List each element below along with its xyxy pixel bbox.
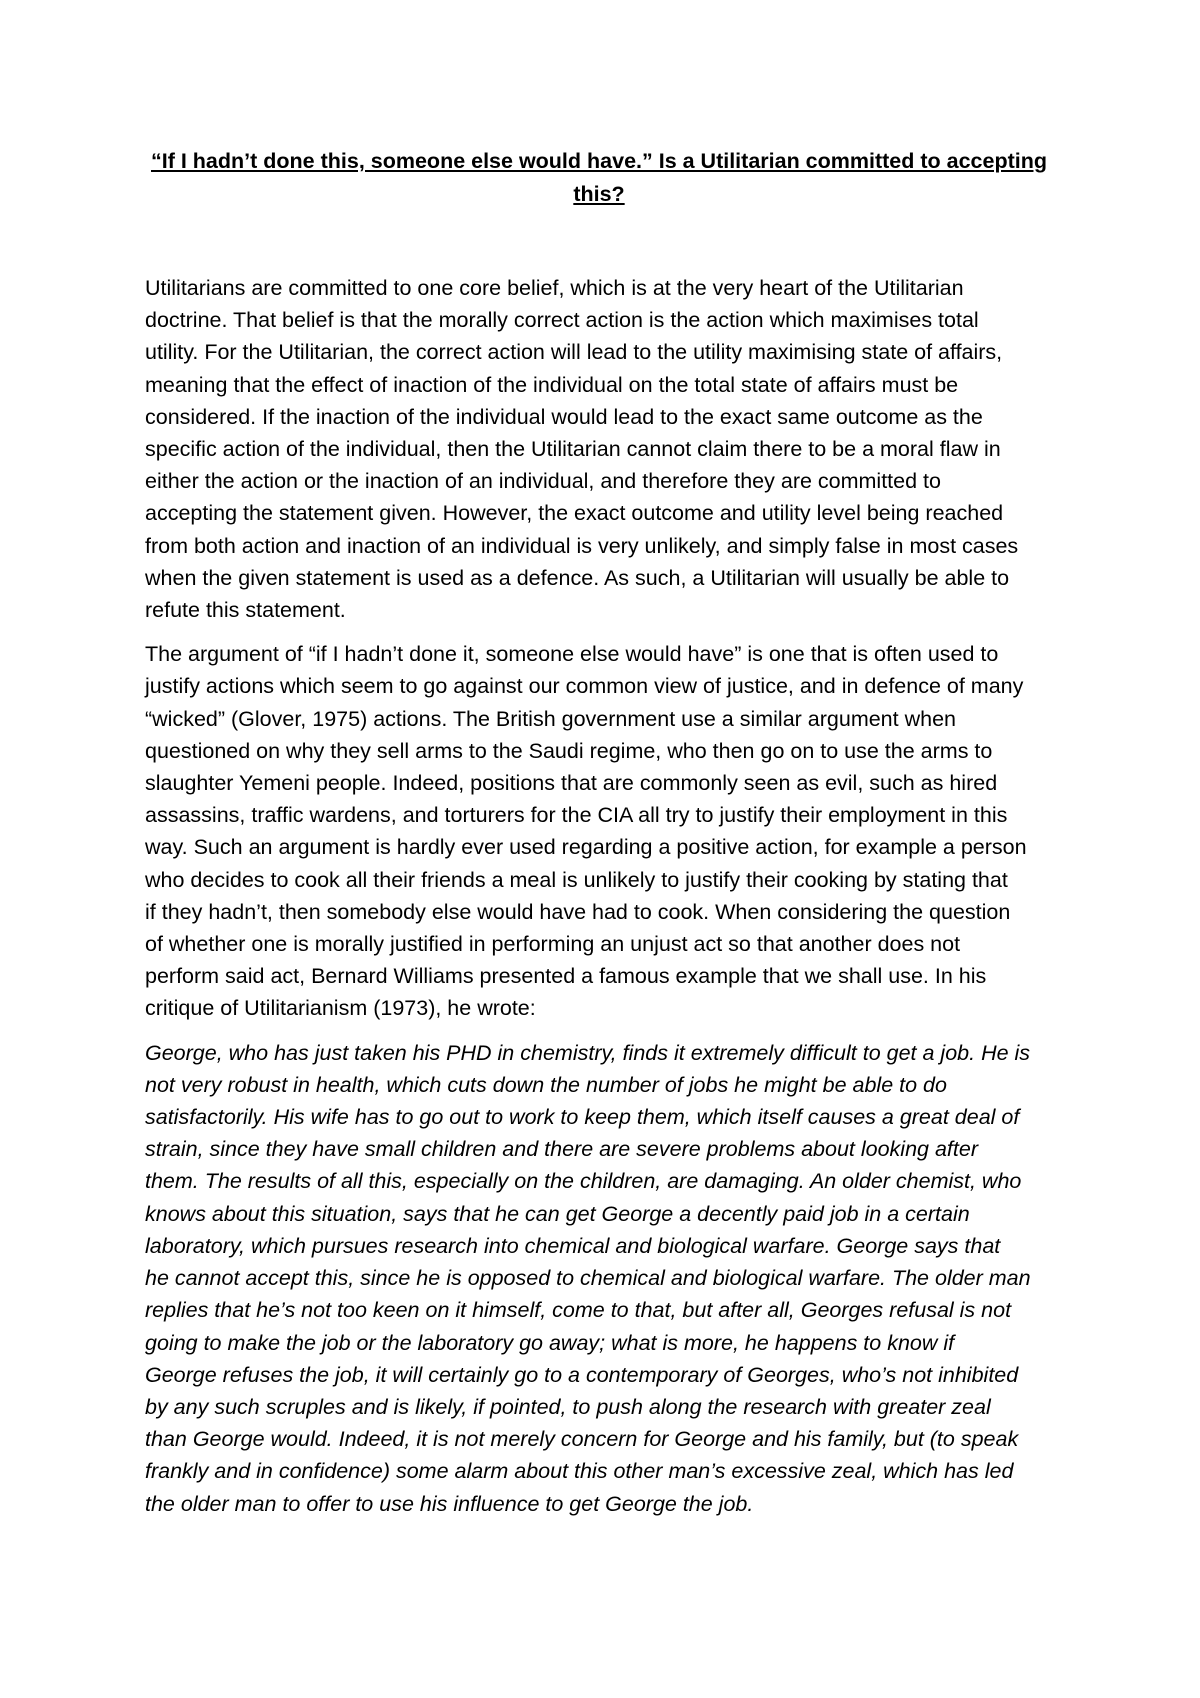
text-line: who decides to cook all their friends a meal is unlikely to justify their cooking by stating that xyxy=(145,867,1008,892)
text-line: from both action and inaction of an individual is very unlikely, and simply false in most cases xyxy=(145,533,1019,558)
quote-line: going to make the job or the laboratory go away; what is more, he happens to know if xyxy=(145,1330,955,1355)
text-line: Utilitarians are committed to one core belief, which is at the very heart of the Utilitarian xyxy=(145,276,964,300)
quote-line: satisfactorily. His wife has to go out to work to keep them, which itself causes a great deal of xyxy=(145,1105,1020,1130)
quote-line: not very robust in health, which cuts down the number of jobs he might be able to do xyxy=(145,1072,947,1097)
text-line: utility. For the Utilitarian, the correct action will lead to the utility maximising state of affairs, xyxy=(145,340,1003,365)
quote-line: the older man to offer to use his influence to get George the job. xyxy=(145,1491,754,1516)
text-line: meaning that the effect of inaction of the individual on the total state of affairs must be xyxy=(145,372,959,397)
title-line: “If I hadn’t done this, someone else would have.” Is a Utilitarian committed to accepting xyxy=(151,149,1047,173)
quote-line: laboratory, which pursues research into chemical and biological warfare. George says that xyxy=(145,1233,1001,1258)
text-line: justify actions which seem to go against our common view of justice, and in defence of many xyxy=(145,674,1024,699)
text-line: either the action or the inaction of an individual, and therefore they are committed to xyxy=(145,469,941,494)
text-line: The argument of “if I hadn’t done it, someone else would have” is one that is often used to xyxy=(145,642,999,667)
text-line: assassins, traffic wardens, and torturers for the CIA all try to justify their employment in this xyxy=(145,803,1008,828)
title-line: this? xyxy=(573,182,625,206)
text-line: of whether one is morally justified in performing an unjust act so that another does not xyxy=(145,932,961,957)
text-line: when the given statement is used as a defence. As such, a Utilitarian will usually be able to xyxy=(145,565,1010,590)
quote-line: by any such scruples and is likely, if pointed, to push along the research with greater zeal xyxy=(145,1394,991,1419)
text-line: slaughter Yemeni people. Indeed, positions that are commonly seen as evil, such as hired xyxy=(145,771,998,796)
quote-line: than George would. Indeed, it is not merely concern for George and his family, but (to speak xyxy=(145,1427,1019,1452)
text-line: considered. If the inaction of the individual would lead to the exact same outcome as the xyxy=(145,404,983,429)
text-line: way. Such an argument is hardly ever used regarding a positive action, for example a person xyxy=(145,835,1027,860)
quote-line: he cannot accept this, since he is opposed to chemical and biological warfare. The older man xyxy=(145,1266,1031,1291)
quote-line: them. The results of all this, especially on the children, are damaging. An older chemist, who xyxy=(145,1169,1022,1194)
text-line: specific action of the individual, then the Utilitarian cannot claim there to be a moral flaw in xyxy=(145,437,1001,462)
quote-line: frankly and in confidence) some alarm about this other man’s excessive zeal, which has led xyxy=(145,1459,1014,1484)
quote-line: George refuses the job, it will certainly go to a contemporary of Georges, who’s not inhibited xyxy=(145,1362,1019,1387)
document-title xyxy=(140,145,1058,211)
quote-line: George, who has just taken his PHD in chemistry, finds it extremely difficult to get a job. He is xyxy=(145,1040,1031,1065)
paragraph-argument xyxy=(145,638,1063,1024)
text-line: if they hadn’t, then somebody else would have had to cook. When considering the question xyxy=(145,899,1011,924)
text-line: accepting the statement given. However, the exact outcome and utility level being reached xyxy=(145,501,1004,526)
quote-line: strain, since they have small children and there are severe problems about looking after xyxy=(145,1137,978,1162)
text-line: questioned on why they sell arms to the Saudi regime, who then go on to use the arms to xyxy=(145,738,993,763)
quote-line: knows about this situation, says that he can get George a decently paid job in a certain xyxy=(145,1201,970,1226)
text-line: doctrine. That belief is that the morally correct action is the action which maximises total xyxy=(145,308,979,333)
block-quote xyxy=(145,1037,1063,1520)
paragraph-intro xyxy=(145,272,1063,626)
document-body xyxy=(145,272,1063,1532)
quote-line: replies that he’s not too keen on it himself, come to that, but after all, Georges refusal is not xyxy=(145,1298,1012,1323)
text-line: refute this statement. xyxy=(145,598,346,623)
text-line: “wicked” (Glover, 1975) actions. The British government use a similar argument when xyxy=(145,706,956,731)
text-line: critique of Utilitarianism (1973), he wrote: xyxy=(145,996,536,1021)
text-line: perform said act, Bernard Williams presented a famous example that we shall use. In his xyxy=(145,964,987,989)
